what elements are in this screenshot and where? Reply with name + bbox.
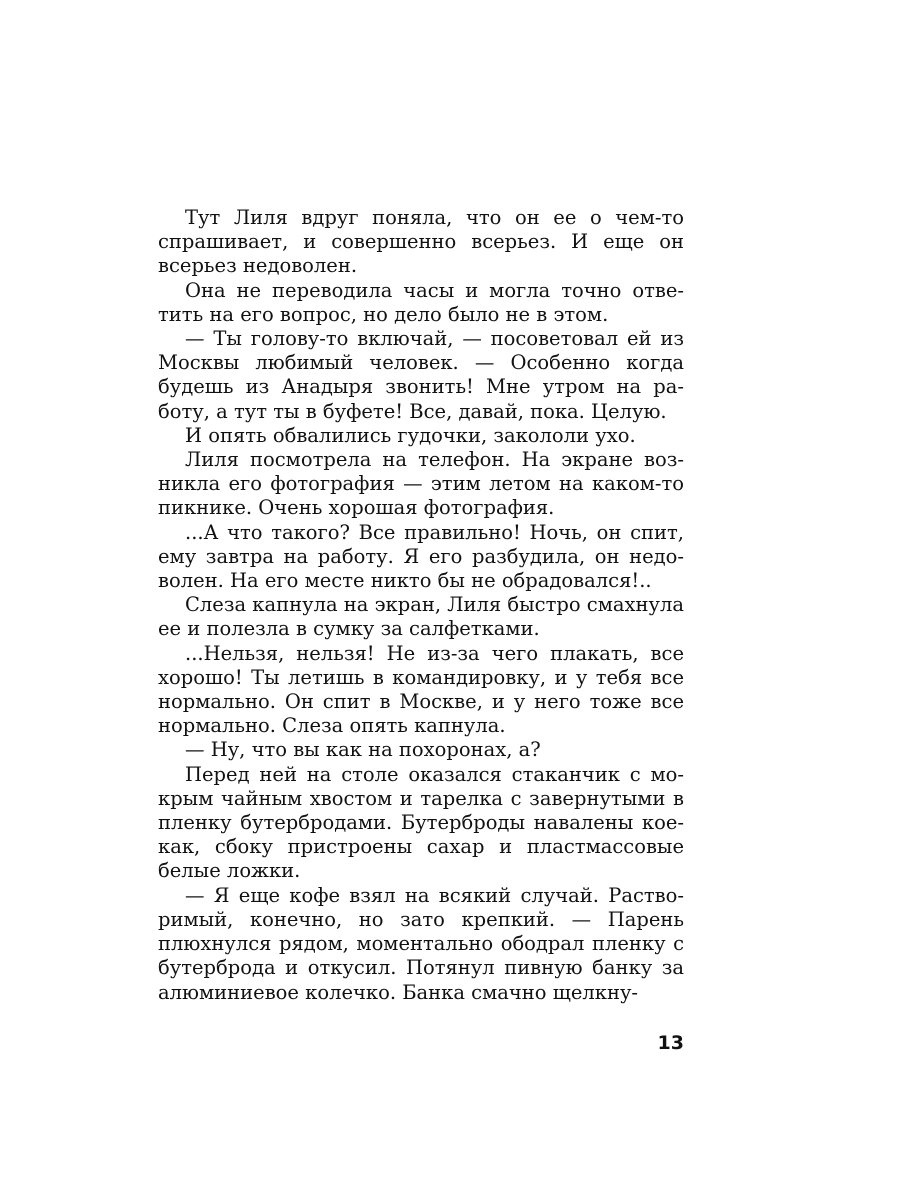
body-text — [158, 206, 684, 1005]
paragraph-7: Слеза капнула на экран, Лиля быстро смахнула ее и полезла в сумку за салфетками. — [158, 593, 684, 641]
paragraph-4: И опять обвалились гудочки, закололи ухо. — [185, 423, 636, 447]
page-number: 13 — [657, 1032, 684, 1054]
paragraph-5: Лиля посмотрела на телефон. На экране возникла его фотография — этим летом на каком-то пикнике. Очень хорошая фотография. — [158, 448, 684, 520]
paragraph-1: Тут Лиля вдруг поняла, что он ее о чем-то спрашивает, и совершенно всерьез. И еще он всерьез недоволен. — [158, 206, 684, 278]
paragraph-2: Она не переводила часы и могла точно ответить на его вопрос, но дело было не в этом. — [158, 278, 684, 326]
paragraph-6: ...А что такого? Все правильно! Ночь, он спит, ему завтра на работу. Я его разбудила, он недоволен. На его месте никто бы не обрадовался!.. — [158, 520, 684, 593]
paragraph-10: Перед ней на столе оказался стаканчик с мокрым чайным хвостом и тарелка с завернутыми в пленку бутербродами. Бутерброды навалены кое-как, сбоку пристроены сахар и пластмассовые белые ложки. — [158, 762, 684, 883]
paragraph-3: — Ты голову-то включай, — посоветовал ей из Москвы любимый человек. — Особенно когда будешь из Анадыря звонить! Мне утром на работу, а тут ты в буфете! Все, давай, пока. Целую. — [158, 327, 684, 423]
paragraph-8: ...Нельзя, нельзя! Не из-за чего плакать, все хорошо! Ты летишь в командировку, и у тебя все нормально. Он спит в Москве, и у него тоже все нормально. Слеза опять капнула. — [158, 641, 684, 738]
paragraph-11: — Я еще кофе взял на всякий случай. Растворимый, конечно, но зато крепкий. — Парень плюхнулся рядом, моментально ободрал пленку с бутерброда и откусил. Потянул пивную банку за алюминиевое колечко. Банка смачно щелкну- — [158, 883, 684, 1004]
paragraph-9: — Ну, что вы как на похоронах, а? — [185, 738, 541, 762]
